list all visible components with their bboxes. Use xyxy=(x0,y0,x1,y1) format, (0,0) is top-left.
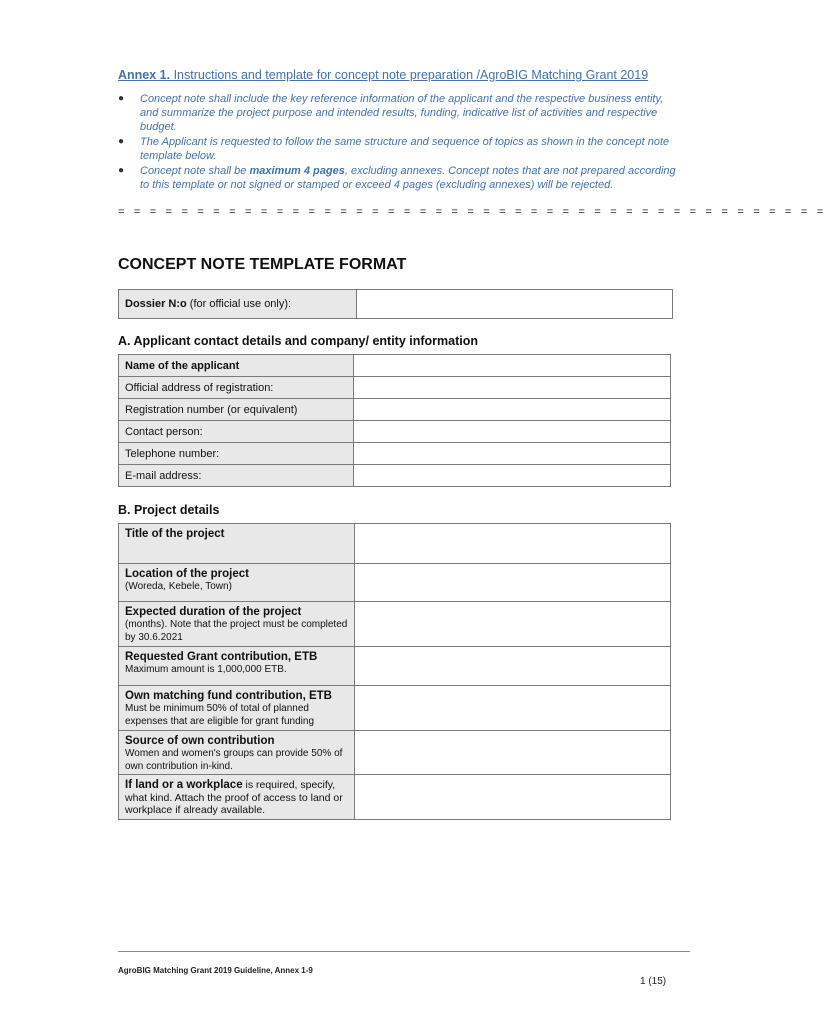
dossier-label-rest: (for official use only): xyxy=(186,298,292,310)
project-duration-title: Expected duration of the project xyxy=(125,606,302,618)
table-row xyxy=(119,524,671,564)
project-title-field[interactable] xyxy=(355,524,671,564)
contact-person-field[interactable] xyxy=(354,421,671,443)
dossier-value-field[interactable] xyxy=(357,290,673,319)
instruction-text: The Applicant is requested to follow the same structure and sequence of topics as shown in the concept note template below. xyxy=(140,136,670,162)
own-source-hint: Women and women's groups can provide 50% of own contribution in-kind. xyxy=(125,748,343,772)
annex-title xyxy=(118,68,678,82)
email-label: E-mail address: xyxy=(119,465,354,487)
table-row xyxy=(119,602,671,647)
project-duration-label xyxy=(119,602,355,647)
separator-line: = = = = = = = = = = = = = = = = = = = = = = = = = = = = = = = = = = = = = = = = = = = = = xyxy=(118,206,826,218)
table-row xyxy=(119,775,671,820)
grant-contribution-label xyxy=(119,647,355,686)
instruction-list xyxy=(118,92,678,193)
land-workplace-bold: If land or a workplace xyxy=(125,779,243,791)
applicant-table xyxy=(118,354,671,487)
instruction-text-pre: Concept note shall be xyxy=(140,165,250,177)
table-row xyxy=(119,377,671,399)
dossier-label xyxy=(119,290,357,319)
dossier-label-bold: Dossier N:o xyxy=(125,298,187,310)
grant-contribution-title: Requested Grant contribution, ETB xyxy=(125,651,318,663)
land-workplace-rest: is required, specify, what kind. Attach the proof of access to land or workplace if already available. xyxy=(125,779,343,816)
table-row xyxy=(119,399,671,421)
own-fund-label xyxy=(119,686,355,731)
project-duration-hint: (months). Note that the project must be completed by 30.6.2021 xyxy=(125,619,348,643)
grant-contribution-hint: Maximum amount is 1,000,000 ETB. xyxy=(125,664,287,675)
table-row xyxy=(119,647,671,686)
own-source-label xyxy=(119,731,355,775)
registration-number-label: Registration number (or equivalent) xyxy=(119,399,354,421)
contact-person-label: Contact person: xyxy=(119,421,354,443)
instruction-text-post: , excluding annexes. Concept notes that are not prepared according to this template or not signed or stamped or exceed 4 pages (excluding annexes) will be rejected. xyxy=(140,165,676,191)
telephone-field[interactable] xyxy=(354,443,671,465)
table-row xyxy=(119,443,671,465)
table-row xyxy=(119,731,671,775)
table-row xyxy=(119,465,671,487)
dossier-table xyxy=(118,289,673,319)
bullet-icon: ● xyxy=(118,165,125,176)
project-table xyxy=(118,523,671,820)
project-location-hint: (Woreda, Kebele, Town) xyxy=(125,581,232,592)
table-row xyxy=(119,355,671,377)
registration-number-field[interactable] xyxy=(354,399,671,421)
instruction-text-bold: maximum 4 pages xyxy=(249,165,345,177)
page-number: 1 (15) xyxy=(640,976,667,987)
official-address-label: Official address of registration: xyxy=(119,377,354,399)
footer-divider xyxy=(118,951,690,952)
applicant-name-field[interactable] xyxy=(354,355,671,377)
section-b-heading: B. Project details xyxy=(118,503,220,517)
own-fund-title: Own matching fund contribution, ETB xyxy=(125,690,332,702)
instruction-item xyxy=(118,135,678,163)
own-source-field[interactable] xyxy=(355,731,671,775)
project-location-label xyxy=(119,564,355,602)
own-fund-field[interactable] xyxy=(355,686,671,731)
project-duration-field[interactable] xyxy=(355,602,671,647)
page-title: CONCEPT NOTE TEMPLATE FORMAT xyxy=(118,256,407,273)
bullet-icon: ● xyxy=(118,93,125,104)
project-location-title: Location of the project xyxy=(125,568,249,580)
instruction-text: Concept note shall include the key reference information of the applicant and the respective business entity, and summarize the project purpose and intended results, funding, indicative list of activities and respective budget. xyxy=(140,93,664,133)
table-row xyxy=(119,686,671,731)
own-fund-hint: Must be minimum 50% of total of planned expenses that are eligible for grant funding xyxy=(125,703,315,727)
bullet-icon: ● xyxy=(118,136,125,147)
own-source-title: Source of own contribution xyxy=(125,735,275,747)
instruction-item xyxy=(118,92,678,134)
annex-title-text: Instructions and template for concept note preparation /AgroBIG Matching Grant 2019 xyxy=(170,68,649,82)
annex-label: Annex 1. xyxy=(118,68,171,82)
table-row xyxy=(119,564,671,602)
table-row xyxy=(119,290,673,319)
official-address-field[interactable] xyxy=(354,377,671,399)
footer-title: AgroBIG Matching Grant 2019 Guideline, Annex 1-9 xyxy=(118,966,313,975)
land-workplace-field[interactable] xyxy=(355,775,671,820)
telephone-label: Telephone number: xyxy=(119,443,354,465)
table-row xyxy=(119,421,671,443)
instruction-item xyxy=(118,164,678,192)
project-location-field[interactable] xyxy=(355,564,671,602)
project-title-label xyxy=(119,524,355,564)
project-title-label-text: Title of the project xyxy=(125,528,225,540)
land-workplace-label xyxy=(119,775,355,820)
section-a-heading: A. Applicant contact details and company/ entity information xyxy=(118,334,478,348)
email-field[interactable] xyxy=(354,465,671,487)
grant-contribution-field[interactable] xyxy=(355,647,671,686)
applicant-name-label: Name of the applicant xyxy=(119,355,354,377)
